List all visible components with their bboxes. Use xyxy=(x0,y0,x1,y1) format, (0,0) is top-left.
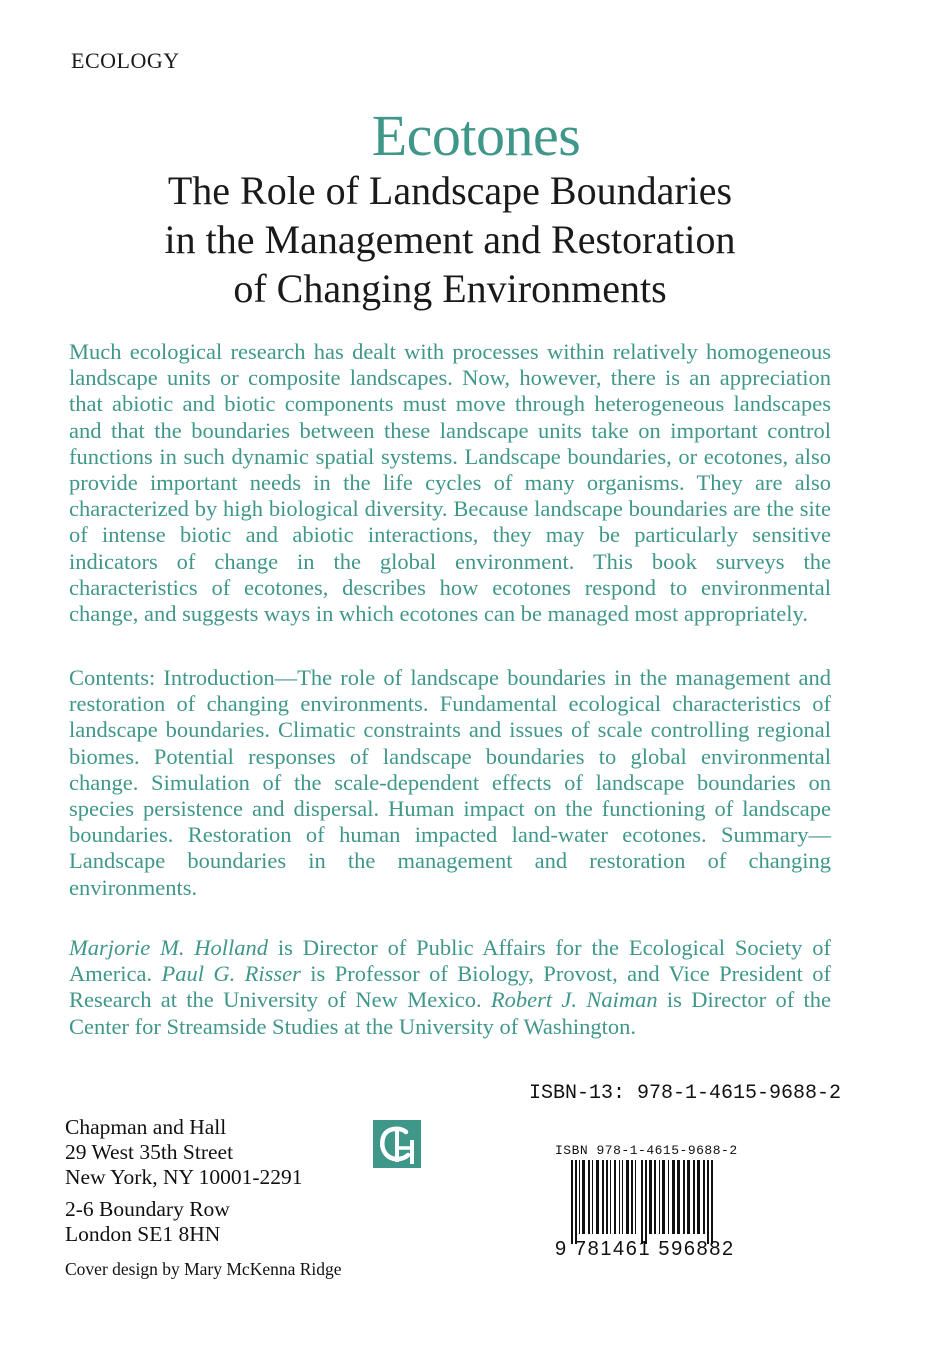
barcode-bar xyxy=(707,1160,709,1244)
author-name: Paul G. Risser xyxy=(161,961,301,987)
barcode-bar xyxy=(693,1160,695,1234)
barcode-bar xyxy=(677,1160,680,1234)
barcode-bar xyxy=(579,1160,580,1234)
barcode-bar xyxy=(602,1160,604,1234)
book-subtitle xyxy=(60,166,840,313)
barcode-bar xyxy=(668,1160,669,1234)
barcode-bar xyxy=(641,1160,643,1244)
barcode-bar xyxy=(614,1160,616,1234)
author-description: is Director of Public Affairs for the Ecological Society of America. xyxy=(69,935,831,987)
barcode-bar xyxy=(631,1160,633,1234)
barcode-bar xyxy=(606,1160,608,1234)
subtitle-line: of Changing Environments xyxy=(233,266,667,311)
address-line: 29 West 35th Street xyxy=(65,1140,234,1164)
barcode-bar xyxy=(703,1160,705,1234)
publisher-logo-icon xyxy=(373,1120,421,1168)
barcode-bar xyxy=(662,1160,665,1234)
subtitle-line: in the Management and Restoration xyxy=(164,217,736,262)
author-name: Robert J. Naiman xyxy=(490,987,658,1013)
cover-design-credit: Cover design by Mary McKenna Ridge xyxy=(65,1259,342,1279)
contents-paragraph: Contents: Introduction—The role of landscape boundaries in the management and restoration of changing environments. Fundamental ecological characteristics of landscape boundaries. Climatic constraints and issues of scale controlling regional biomes. Potential responses of landscape boundaries to global environmental change. Simulation of the scale-dependent effects of landscape boundaries on species persistence and dispersal. Human impact on the functioning of landscape boundaries. Restoration of human impacted land-water ecotones. Summary—Landscape boundaries in the management and restoration of changing environments. xyxy=(69,665,831,900)
description-paragraph: Much ecological research has dealt with processes within relatively homogeneous landscape units or composite landscapes. Now, however, there is an appreciation that abiotic and biotic components must move through heterogeneous landscapes and that the boundaries between these landscape units take on important control functions in such dynamic spatial systems. Landscape boundaries, or ecotones, also provide important needs in the life cycles of many organisms. They are also characterized by high biological diversity. Because landscape boundaries are the site of intense biotic and abiotic interactions, they may be particularly sensitive indicators of change in the global environment. This book surveys the characteristics of ecotones, describes how ecotones respond to environmental change, and suggests ways in which ecotones can be managed most appropriately. xyxy=(69,339,831,627)
address-line: New York, NY 10001-2291 xyxy=(65,1165,303,1189)
barcode-bar xyxy=(649,1160,652,1234)
isbn-13-label: ISBN-13: 978-1-4615-9688-2 xyxy=(529,1082,842,1105)
publisher-address xyxy=(65,1115,303,1247)
subtitle-line: The Role of Landscape Boundaries xyxy=(167,168,733,213)
barcode-bar xyxy=(654,1160,656,1234)
barcode-bar xyxy=(596,1160,599,1234)
barcode-bar xyxy=(711,1160,713,1244)
barcode-bar xyxy=(659,1160,660,1234)
barcode-bar xyxy=(575,1160,577,1244)
barcode-bar xyxy=(645,1160,647,1244)
address-line: 2-6 Boundary Row xyxy=(65,1197,230,1221)
barcode-bars xyxy=(555,1160,765,1244)
publisher-name: Chapman and Hall xyxy=(65,1115,227,1139)
barcode-bar xyxy=(571,1160,573,1244)
barcode-digits: 9 781461 596882 xyxy=(555,1238,735,1260)
address-line: London SE1 8HN xyxy=(65,1222,221,1246)
barcode-bar xyxy=(592,1160,593,1234)
barcode-bar xyxy=(687,1160,690,1234)
book-title: Ecotones xyxy=(371,103,581,168)
barcode xyxy=(555,1143,765,1261)
barcode-bar xyxy=(582,1160,585,1234)
barcode-bar xyxy=(588,1160,590,1234)
series-label: ECOLOGY xyxy=(71,48,180,73)
author-description: is Director of the Center for Streamside Studies at the University of Washington. xyxy=(69,987,832,1039)
barcode-bar xyxy=(683,1160,685,1234)
barcode-bar xyxy=(610,1160,611,1234)
author-description: is Professor of Biology, Provost, and Vice President of Research at the University of New Mexico. xyxy=(69,961,831,1013)
barcode-bar xyxy=(619,1160,620,1234)
barcode-isbn-text: ISBN 978-1-4615-9688-2 xyxy=(555,1143,738,1158)
barcode-bar xyxy=(622,1160,623,1234)
author-name: Marjorie M. Holland xyxy=(69,935,269,960)
barcode-bar xyxy=(672,1160,675,1234)
barcode-bar xyxy=(635,1160,636,1234)
barcode-bar xyxy=(626,1160,629,1234)
authors-paragraph xyxy=(69,935,831,1040)
barcode-bar xyxy=(697,1160,700,1234)
